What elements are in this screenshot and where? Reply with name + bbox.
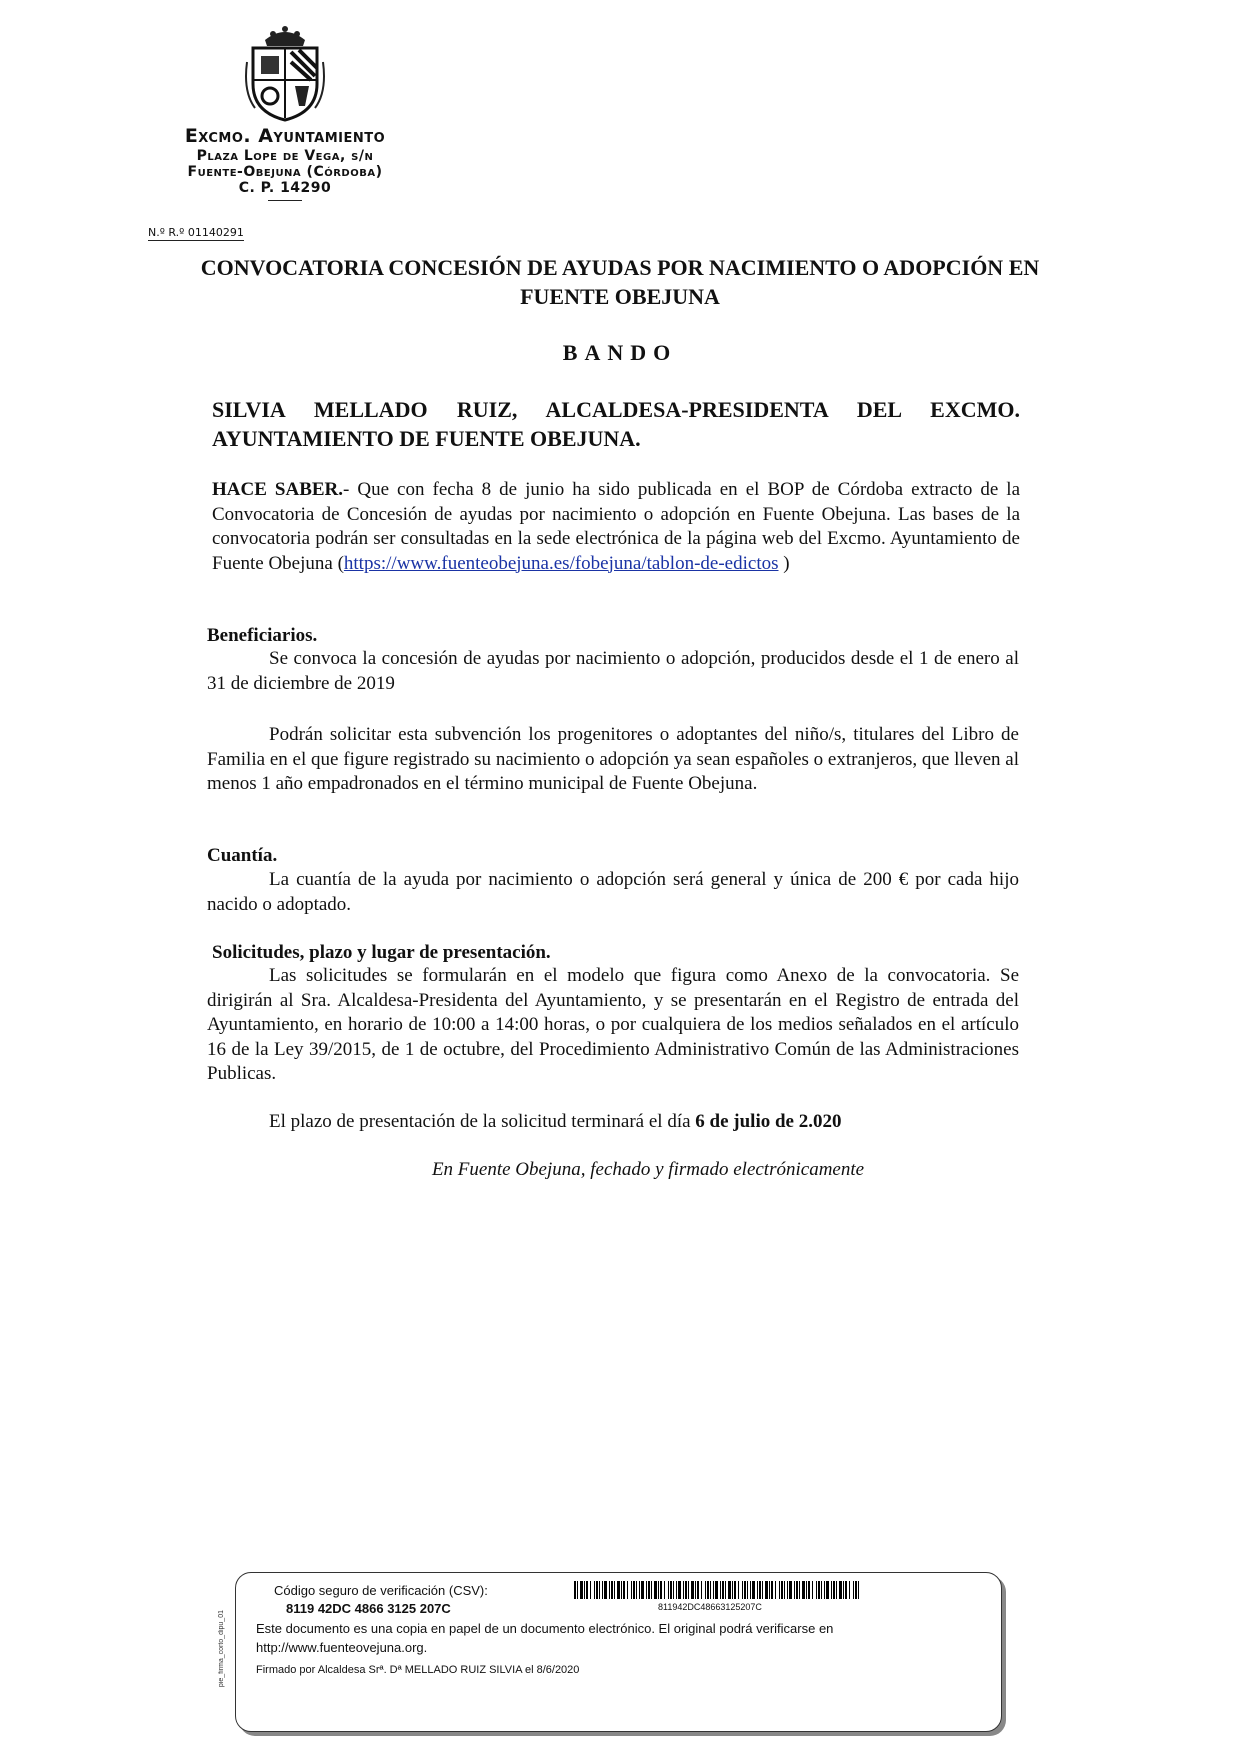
barcode-bar [654, 1581, 657, 1599]
cuantia-paragraph: La cuantía de la ayuda por nacimiento o adopción será general y única de 200 € por cada hijo nacido o adoptado. [207, 869, 1019, 915]
coat-of-arms-icon [243, 22, 327, 122]
barcode-bar [781, 1581, 783, 1599]
barcode-bar [771, 1581, 773, 1599]
barcode-bar [750, 1581, 751, 1599]
document-title: CONVOCATORIA CONCESIÓN DE AYUDAS POR NACIMIENTO O ADOPCIÓN EN FUENTE OBEJUNA [200, 255, 1040, 309]
barcode-bar [623, 1581, 625, 1599]
barcode-bar [641, 1581, 644, 1599]
barcode-bar [580, 1581, 583, 1599]
barcode-bar [627, 1581, 628, 1599]
barcode-bar [676, 1581, 677, 1599]
barcode-bar [845, 1581, 847, 1599]
barcode-bar [855, 1581, 857, 1599]
barcode-bar [744, 1581, 746, 1599]
barcode-bar [651, 1581, 652, 1599]
barcode-bar [631, 1581, 632, 1599]
barcode-bar [836, 1581, 837, 1599]
barcode-bar [831, 1581, 832, 1599]
barcode-bar [701, 1581, 702, 1599]
csv-label: Código seguro de verificación (CSV): [274, 1583, 488, 1598]
barcode-bar [685, 1581, 687, 1599]
intro-text: - Que con fecha 8 de junio ha sido publicada en el BOP de Córdoba extracto de la Convocatoria de Concesión de ayudas por nacimiento o adopción en Fuente Obejuna. Las bases de la convocatoria podrán ser consultadas en la sede electrónica de la página web del Excmo. Ayuntamiento de Fuente Obejuna ( [212, 479, 1021, 574]
letterhead [150, 22, 420, 201]
issuer-line-1: SILVIA MELLADO RUIZ, ALCALDESA-PRESIDENTA DEL EXCMO. [212, 397, 1020, 422]
barcode-bar [614, 1581, 615, 1599]
barcode-bar [821, 1581, 822, 1599]
signature-line: En Fuente Obejuna, fechado y firmado electrónicamente [431, 1159, 865, 1180]
barcode-bar [808, 1581, 810, 1599]
letterhead-name: Excmo. Ayuntamiento [184, 125, 386, 147]
csv-code: 8119 42DC 4866 3125 207C [286, 1601, 451, 1616]
letterhead-postal: C. P. 14290 [238, 180, 332, 197]
barcode-bar [738, 1581, 739, 1599]
barcode-bar [609, 1581, 610, 1599]
intro-lead: HACE SABER. [212, 479, 344, 500]
barcode-bar [775, 1581, 776, 1599]
barcode-bar [769, 1581, 770, 1599]
barcode-bar [812, 1581, 813, 1599]
barcode-bar [789, 1581, 792, 1599]
barcode-bar [833, 1581, 835, 1599]
barcode-bar [577, 1581, 578, 1599]
edicts-link[interactable]: https://www.fuenteobejuna.es/fobejuna/tablon-de-edictos [343, 552, 779, 574]
barcode-bar [715, 1581, 718, 1599]
barcode-bar [683, 1581, 684, 1599]
letterhead-divider [268, 200, 302, 201]
barcode-bar [691, 1581, 694, 1599]
intro-after: ) [778, 552, 790, 574]
cuantia-heading: Cuantía. [207, 845, 278, 866]
barcode-bar [824, 1581, 825, 1599]
barcode-text: 811942DC48663125207C [658, 1602, 762, 1612]
barcode-bar [839, 1581, 842, 1599]
side-code: pie_firma_corto_dipu_01 [218, 1610, 225, 1688]
barcode-bar [826, 1581, 829, 1599]
barcode-bar [599, 1581, 600, 1599]
barcode-bar [611, 1581, 613, 1599]
beneficiarios-heading: Beneficiarios. [207, 625, 318, 646]
barcode-bar [602, 1581, 603, 1599]
barcode-bar [762, 1581, 763, 1599]
barcode-bar [849, 1581, 850, 1599]
barcode-bar [695, 1581, 696, 1599]
plazo-date: 6 de julio de 2.020 [695, 1111, 842, 1132]
barcode-bar [757, 1581, 758, 1599]
barcode-bar [752, 1581, 755, 1599]
barcode-bar [594, 1581, 595, 1599]
beneficiarios-paragraph-2: Podrán solicitar esta subvención los progenitores o adoptantes del niño/s, titulares del Libro de Familia en el que figure registrado su nacimiento o adopción ya sean españoles o extranjeros, que lleven al menos 1 año empadronados en el término municipal de Fuente Obejuna. [207, 724, 1019, 794]
barcode-bar [707, 1581, 709, 1599]
verification-note-1: Este documento es una copia en papel de un documento electrónico. El original podrá verificarse en [256, 1621, 834, 1636]
issuer-line-2: AYUNTAMIENTO DE FUENTE OBEJUNA. [212, 426, 641, 451]
barcode-bar [621, 1581, 622, 1599]
barcode-bar [818, 1581, 820, 1599]
verification-box [235, 1572, 1002, 1732]
solicitudes-heading: Solicitudes, plazo y lugar de presentación. [212, 942, 551, 963]
barcode-icon [574, 1581, 859, 1599]
barcode-bar [646, 1581, 647, 1599]
barcode-bar [636, 1581, 637, 1599]
barcode-bar [668, 1581, 669, 1599]
letterhead-address-2: Fuente-Obejuna (Córdoba) [187, 163, 383, 180]
barcode-bar [787, 1581, 788, 1599]
barcode-bar [596, 1581, 598, 1599]
barcode-bar [705, 1581, 706, 1599]
plazo-text: El plazo de presentación de la solicitud terminará el día [269, 1111, 696, 1132]
barcode-bar [784, 1581, 785, 1599]
barcode-bar [759, 1581, 761, 1599]
plazo-paragraph [207, 1110, 1019, 1135]
barcode-bar [660, 1581, 662, 1599]
barcode-bar [747, 1581, 748, 1599]
barcode-bar [816, 1581, 817, 1599]
barcode-bar [648, 1581, 650, 1599]
bando-heading: BANDO [562, 340, 678, 365]
barcode-bar [664, 1581, 665, 1599]
registry-number: N.º R.º 01140291 [148, 226, 244, 239]
signed-by: Firmado por Alcaldesa Srª. Dª MELLADO RUIZ SILVIA el 8/6/2020 [256, 1664, 580, 1676]
barcode-bar [633, 1581, 635, 1599]
barcode-bar [639, 1581, 640, 1599]
barcode-bar [725, 1581, 726, 1599]
letterhead-address-1: Plaza Lope de Vega, s/n [196, 147, 374, 164]
barcode-bar [734, 1581, 736, 1599]
barcode-bar [802, 1581, 805, 1599]
issuer-heading [212, 395, 1020, 453]
barcode-bar [678, 1581, 681, 1599]
barcode-bar [858, 1581, 859, 1599]
barcode-bar [720, 1581, 721, 1599]
barcode-bar [688, 1581, 689, 1599]
barcode-bar [710, 1581, 711, 1599]
barcode-bar [728, 1581, 731, 1599]
verification-note-2: http://www.fuenteovejuna.org. [256, 1640, 428, 1655]
barcode-bar [742, 1581, 743, 1599]
intro-paragraph [212, 478, 1020, 576]
barcode-bar [796, 1581, 798, 1599]
barcode-bar [722, 1581, 724, 1599]
barcode-bar [617, 1581, 620, 1599]
barcode-bar [794, 1581, 795, 1599]
barcode-bar [697, 1581, 699, 1599]
barcode-bar [853, 1581, 854, 1599]
beneficiarios-paragraph-1: Se convoca la concesión de ayudas por nacimiento o adopción, producidos desde el 1 de enero al 31 de diciembre de 2019 [207, 648, 1019, 694]
barcode-bar [590, 1581, 591, 1599]
barcode-bar [604, 1581, 607, 1599]
barcode-bar [843, 1581, 844, 1599]
barcode-bar [673, 1581, 674, 1599]
barcode-bar [584, 1581, 585, 1599]
barcode-bar [765, 1581, 768, 1599]
barcode-bar [670, 1581, 672, 1599]
barcode-bar [658, 1581, 659, 1599]
barcode-bar [713, 1581, 714, 1599]
barcode-bar [574, 1581, 576, 1599]
barcode-bar [779, 1581, 780, 1599]
barcode-bar [732, 1581, 733, 1599]
barcode-bar [806, 1581, 807, 1599]
barcode-bar [799, 1581, 800, 1599]
barcode-bar [586, 1581, 588, 1599]
solicitudes-paragraph: Las solicitudes se formularán en el modelo que figura como Anexo de la convocatoria. Se dirigirán al Sra. Alcaldesa-Presidenta del Ayuntamiento, y se presentarán en el Registro de entrada del Ayuntamiento, en horario de 10:00 a 14:00 horas, o por cualquiera de los medios señalados en el artículo 16 de la Ley 39/2015, de 1 de octubre, del Procedimiento Administrativo Común de las Administraciones Publicas. [207, 965, 1019, 1084]
